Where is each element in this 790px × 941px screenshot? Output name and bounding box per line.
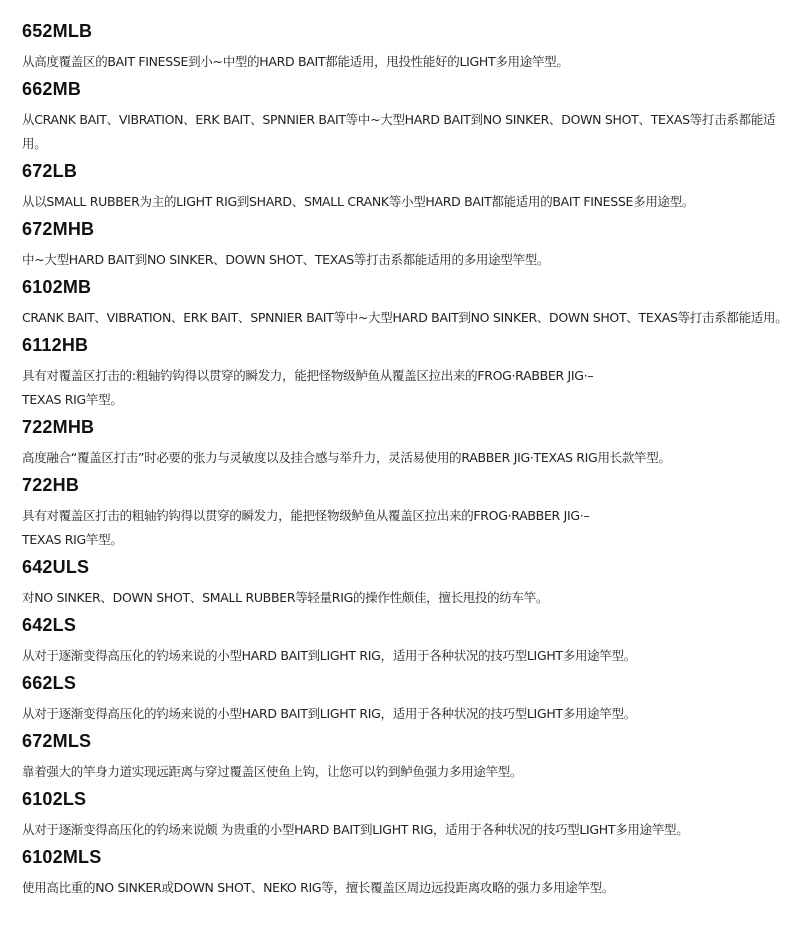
rod-description: 对NO SINKER、DOWN SHOT、SMALL RUBBER等轻量RIG的操作性颇佳，擅长甩投的纺车竿。	[22, 590, 549, 605]
rod-entry	[22, 474, 790, 552]
rod-description: 从对于逐渐变得高压化的钓场来说颇 为贵重的小型HARD BAIT到LIGHT RIG，适用于各种状况的技巧型LIGHT多用途竿型。	[22, 822, 689, 837]
rod-model-name: 722HB	[22, 475, 80, 495]
rod-model-name: 652MLB	[22, 21, 93, 41]
rod-description: CRANK BAIT、VIBRATION、ERK BAIT、SPNNIER BAIT等中~大型HARD BAIT到NO SINKER、DOWN SHOT、TEXAS等打击系都能适用。	[22, 310, 788, 325]
rod-description: 高度融合“覆盖区打击”时必要的张力与灵敏度以及挂合感与举升力，灵活易使用的RABBER JIG·TEXAS RIG用长款竿型。	[22, 450, 671, 465]
rod-description: 具有对覆盖区打击的:粗轴钓钩得以贯穿的瞬发力，能把怪物级鲈鱼从覆盖区拉出来的FROG·RABBER JIG·– TEXAS RIG竿型。	[22, 368, 594, 407]
rod-model-name: 722MHB	[22, 417, 95, 437]
rod-model-name: 662MB	[22, 79, 82, 99]
rod-description: 从高度覆盖区的BAIT FINESSE到小~中型的HARD BAIT都能适用，甩投性能好的LIGHT多用途竿型。	[22, 54, 569, 69]
rod-entry	[22, 218, 790, 272]
rod-description: 从CRANK BAIT、VIBRATION、ERK BAIT、SPNNIER BAIT等中~大型HARD BAIT到NO SINKER、DOWN SHOT、TEXAS等打击系都能适用。	[22, 112, 776, 151]
rod-entry	[22, 846, 790, 900]
rod-entry	[22, 276, 790, 330]
rod-description: 从对于逐渐变得高压化的钓场来说的小型HARD BAIT到LIGHT RIG，适用于各种状况的技巧型LIGHT多用途竿型。	[22, 706, 636, 721]
rod-entry	[22, 334, 790, 412]
rod-entry	[22, 78, 790, 156]
rod-entry	[22, 672, 790, 726]
rod-description: 中~大型HARD BAIT到NO SINKER、DOWN SHOT、TEXAS等打击系都能适用的多用途型竿型。	[22, 252, 550, 267]
rod-entry	[22, 20, 790, 74]
rod-description: 从对于逐渐变得高压化的钓场来说的小型HARD BAIT到LIGHT RIG，适用于各种状况的技巧型LIGHT多用途竿型。	[22, 648, 636, 663]
rod-description: 使用高比重的NO SINKER或DOWN SHOT、NEKO RIG等，擅长覆盖区周边远投距离攻略的强力多用途竿型。	[22, 880, 615, 895]
rod-model-name: 642ULS	[22, 557, 90, 577]
rod-model-name: 6102LS	[22, 789, 87, 809]
rod-entry	[22, 730, 790, 784]
rod-description: 靠着强大的竿身力道实现远距离与穿过覆盖区使鱼上钩，让您可以钓到鲈鱼强力多用途竿型。	[22, 764, 523, 779]
rod-model-name: 6112HB	[22, 335, 89, 355]
rod-entry	[22, 556, 790, 610]
rod-entry	[22, 160, 790, 214]
rod-model-name: 662LS	[22, 673, 77, 693]
rod-entry	[22, 614, 790, 668]
rod-model-name: 6102MLS	[22, 847, 102, 867]
rod-entry	[22, 788, 790, 842]
rod-model-name: 642LS	[22, 615, 77, 635]
rod-model-name: 672MLS	[22, 731, 92, 751]
rod-description: 从以SMALL RUBBER为主的LIGHT RIG到SHARD、SMALL CRANK等小型HARD BAIT都能适用的BAIT FINESSE多用途型。	[22, 194, 695, 209]
rod-entry	[22, 416, 790, 470]
rod-model-name: 6102MB	[22, 277, 92, 297]
rod-model-name: 672LB	[22, 161, 78, 181]
rod-description: 具有对覆盖区打击的粗轴钓钩得以贯穿的瞬发力，能把怪物级鲈鱼从覆盖区拉出来的FROG·RABBER JIG·– TEXAS RIG竿型。	[22, 508, 590, 547]
rod-model-name: 672MHB	[22, 219, 95, 239]
